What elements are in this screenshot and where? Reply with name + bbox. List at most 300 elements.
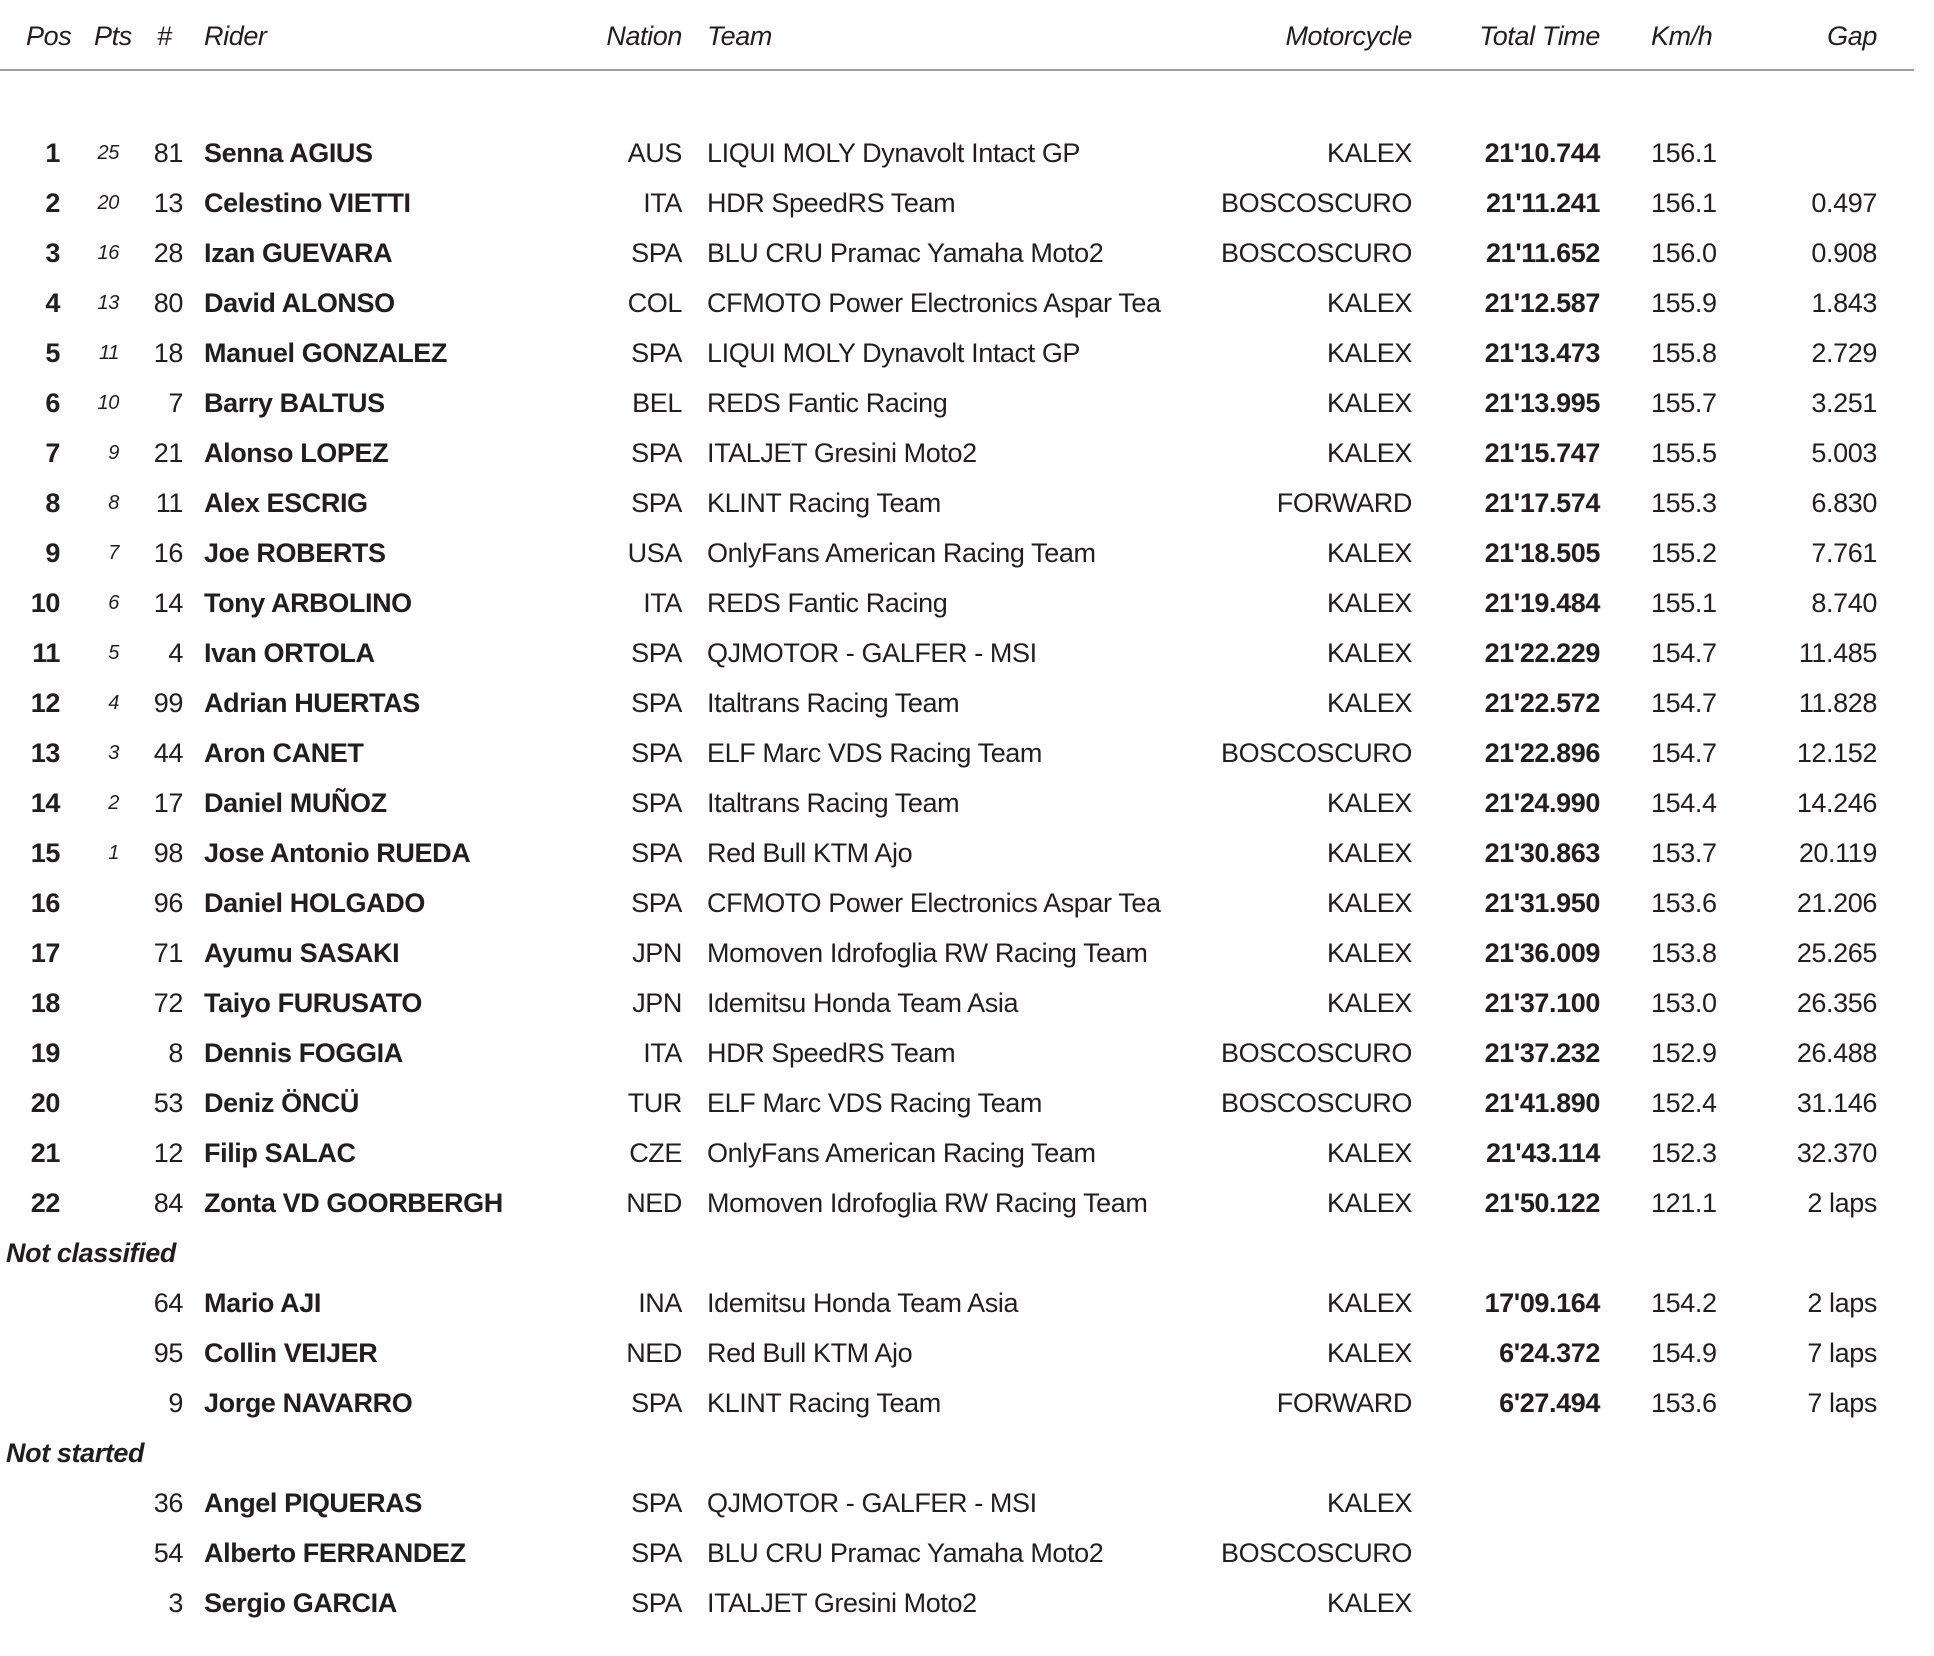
nation-cell: BEL xyxy=(632,387,682,418)
gap-cell: 5.003 xyxy=(1811,437,1877,468)
position-cell: 11 xyxy=(32,637,60,668)
header-divider xyxy=(0,69,1914,71)
points-cell xyxy=(64,928,119,978)
position-cell xyxy=(0,1578,60,1628)
kmh-cell: 155.3 xyxy=(1651,487,1717,518)
position-cell: 2 xyxy=(45,187,60,218)
points-cell: 6 xyxy=(108,591,119,614)
column-header-pos: Pos xyxy=(26,20,72,51)
nation-cell: SPA xyxy=(631,337,682,368)
motorcycle-cell: KALEX xyxy=(1326,337,1412,368)
motorcycle-cell: KALEX xyxy=(1326,387,1412,418)
total-time-cell xyxy=(1428,1528,1600,1578)
number-cell: 54 xyxy=(153,1537,183,1568)
rider-cell: Mario AJI xyxy=(204,1287,321,1318)
kmh-cell: 155.8 xyxy=(1651,337,1717,368)
gap-cell xyxy=(1736,1478,1877,1528)
nation-cell: ITA xyxy=(643,1037,682,1068)
nation-cell: SPA xyxy=(631,787,682,818)
nation-cell: ITA xyxy=(643,587,682,618)
position-cell: 14 xyxy=(30,787,60,818)
position-cell xyxy=(0,1478,60,1528)
position-cell: 17 xyxy=(30,937,60,968)
gap-cell: 0.497 xyxy=(1811,187,1877,218)
rider-cell: Jorge NAVARRO xyxy=(204,1387,413,1418)
rider-cell: Dennis FOGGIA xyxy=(204,1037,403,1068)
result-row xyxy=(0,578,1934,628)
result-row xyxy=(0,1128,1934,1178)
position-cell: 13 xyxy=(30,737,60,768)
section-header-row xyxy=(0,1428,1934,1478)
team-cell: ITALJET Gresini Moto2 xyxy=(707,437,977,468)
position-cell: 4 xyxy=(45,287,60,318)
number-cell: 71 xyxy=(153,937,183,968)
kmh-cell: 154.7 xyxy=(1651,637,1717,668)
result-row xyxy=(0,628,1934,678)
rider-cell: Deniz ÖNCÜ xyxy=(204,1087,360,1118)
gap-cell: 6.830 xyxy=(1811,487,1877,518)
rider-cell: Angel PIQUERAS xyxy=(204,1487,422,1518)
rider-cell: Zonta VD GOORBERGH xyxy=(204,1187,503,1218)
points-cell: 20 xyxy=(97,191,119,214)
rider-cell: Tony ARBOLINO xyxy=(204,587,412,618)
position-cell xyxy=(0,1528,60,1578)
result-row xyxy=(0,1328,1934,1378)
points-cell xyxy=(64,1128,119,1178)
nation-cell: SPA xyxy=(631,1487,682,1518)
nation-cell: SPA xyxy=(631,437,682,468)
kmh-cell: 156.1 xyxy=(1651,187,1717,218)
result-row xyxy=(0,378,1934,428)
nation-cell: NED xyxy=(626,1187,682,1218)
team-cell: Italtrans Racing Team xyxy=(707,687,960,718)
team-cell: QJMOTOR - GALFER - MSI xyxy=(707,637,1037,668)
kmh-cell: 155.7 xyxy=(1651,387,1717,418)
position-cell: 6 xyxy=(45,387,60,418)
gap-cell: 2 laps xyxy=(1807,1187,1877,1218)
position-cell: 12 xyxy=(30,687,60,718)
nation-cell: SPA xyxy=(631,637,682,668)
position-cell: 5 xyxy=(45,337,60,368)
kmh-cell: 152.9 xyxy=(1651,1037,1717,1068)
kmh-cell: 154.9 xyxy=(1651,1337,1717,1368)
motorcycle-cell: BOSCOSCURO xyxy=(1220,237,1412,268)
kmh-cell: 153.6 xyxy=(1651,1387,1717,1418)
nation-cell: SPA xyxy=(631,237,682,268)
total-time-cell: 21'31.950 xyxy=(1484,887,1600,918)
total-time-cell: 21'41.890 xyxy=(1484,1087,1600,1118)
points-cell: 3 xyxy=(108,741,119,764)
column-header-pts: Pts xyxy=(94,20,132,51)
motorcycle-cell: BOSCOSCURO xyxy=(1220,737,1412,768)
kmh-cell: 154.4 xyxy=(1651,787,1717,818)
position-cell: 8 xyxy=(45,487,60,518)
number-cell: 21 xyxy=(153,437,183,468)
total-time-cell: 21'22.896 xyxy=(1484,737,1600,768)
position-cell xyxy=(0,1278,60,1328)
total-time-cell: 21'18.505 xyxy=(1484,537,1600,568)
kmh-cell: 153.0 xyxy=(1651,987,1717,1018)
rider-cell: Barry BALTUS xyxy=(204,387,385,418)
motorcycle-cell: KALEX xyxy=(1326,537,1412,568)
column-header-team: Team xyxy=(707,20,772,51)
result-row xyxy=(0,278,1934,328)
nation-cell: SPA xyxy=(631,1587,682,1618)
team-cell: BLU CRU Pramac Yamaha Moto2 xyxy=(707,1537,1104,1568)
gap-cell: 12.152 xyxy=(1796,737,1877,768)
rider-cell: Filip SALAC xyxy=(204,1137,356,1168)
points-cell xyxy=(64,1578,119,1628)
gap-cell: 2.729 xyxy=(1811,337,1877,368)
total-time-cell xyxy=(1428,1578,1600,1628)
nation-cell: CZE xyxy=(629,1137,682,1168)
team-cell: ELF Marc VDS Racing Team xyxy=(707,1087,1043,1118)
team-cell: CFMOTO Power Electronics Aspar Tea xyxy=(707,887,1161,918)
number-cell: 7 xyxy=(168,387,183,418)
result-row xyxy=(0,1528,1934,1578)
nation-cell: USA xyxy=(627,537,682,568)
kmh-cell: 152.3 xyxy=(1651,1137,1717,1168)
number-cell: 14 xyxy=(153,587,183,618)
gap-cell: 31.146 xyxy=(1796,1087,1877,1118)
kmh-cell: 156.0 xyxy=(1651,237,1717,268)
total-time-cell: 21'17.574 xyxy=(1484,487,1600,518)
points-cell xyxy=(64,1378,119,1428)
points-cell: 1 xyxy=(108,841,119,864)
total-time-cell: 21'37.232 xyxy=(1484,1037,1600,1068)
kmh-cell: 155.5 xyxy=(1651,437,1717,468)
rider-cell: Aron CANET xyxy=(204,737,364,768)
result-row xyxy=(0,1178,1934,1228)
kmh-cell: 155.2 xyxy=(1651,537,1717,568)
total-time-cell: 21'22.229 xyxy=(1484,637,1600,668)
nation-cell: COL xyxy=(627,287,682,318)
rider-cell: Ivan ORTOLA xyxy=(204,637,375,668)
points-cell xyxy=(64,1028,119,1078)
team-cell: LIQUI MOLY Dynavolt Intact GP xyxy=(707,337,1081,368)
column-header-nation: Nation xyxy=(606,20,682,51)
team-cell: Momoven Idrofoglia RW Racing Team xyxy=(707,937,1148,968)
gap-cell: 26.356 xyxy=(1796,987,1877,1018)
number-cell: 12 xyxy=(153,1137,183,1168)
rider-cell: Alex ESCRIG xyxy=(204,487,368,518)
team-cell: REDS Fantic Racing xyxy=(707,387,948,418)
kmh-cell: 154.7 xyxy=(1651,687,1717,718)
position-cell: 10 xyxy=(30,587,60,618)
rider-cell: Sergio GARCIA xyxy=(204,1587,397,1618)
number-cell: 53 xyxy=(153,1087,183,1118)
nation-cell: SPA xyxy=(631,837,682,868)
position-cell: 16 xyxy=(30,887,60,918)
rider-cell: David ALONSO xyxy=(204,287,395,318)
points-cell: 10 xyxy=(97,391,119,414)
column-header-rider: Rider xyxy=(204,20,267,51)
points-cell: 25 xyxy=(97,141,119,164)
gap-cell: 7.761 xyxy=(1811,537,1877,568)
team-cell: Idemitsu Honda Team Asia xyxy=(707,1287,1019,1318)
nation-cell: JPN xyxy=(632,987,682,1018)
team-cell: Red Bull KTM Ajo xyxy=(707,837,913,868)
rider-cell: Taiyo FURUSATO xyxy=(204,987,422,1018)
result-row xyxy=(0,1028,1934,1078)
motorcycle-cell: KALEX xyxy=(1326,437,1412,468)
gap-cell: 11.828 xyxy=(1798,687,1877,718)
position-cell: 7 xyxy=(45,437,60,468)
total-time-cell: 21'43.114 xyxy=(1486,1137,1600,1168)
total-time-cell: 21'11.241 xyxy=(1486,187,1600,218)
motorcycle-cell: KALEX xyxy=(1326,837,1412,868)
points-cell xyxy=(64,1478,119,1528)
total-time-cell: 21'36.009 xyxy=(1484,937,1600,968)
kmh-cell: 121.1 xyxy=(1651,1187,1717,1218)
nation-cell: SPA xyxy=(631,737,682,768)
motorcycle-cell: KALEX xyxy=(1326,937,1412,968)
nation-cell: AUS xyxy=(627,137,682,168)
points-cell: 11 xyxy=(99,341,119,364)
gap-cell: 25.265 xyxy=(1796,937,1877,968)
motorcycle-cell: BOSCOSCURO xyxy=(1220,187,1412,218)
team-cell: Momoven Idrofoglia RW Racing Team xyxy=(707,1187,1148,1218)
motorcycle-cell: KALEX xyxy=(1326,287,1412,318)
nation-cell: JPN xyxy=(632,937,682,968)
motorcycle-cell: KALEX xyxy=(1326,587,1412,618)
rider-cell: Collin VEIJER xyxy=(204,1337,378,1368)
points-cell: 5 xyxy=(108,641,119,664)
result-row xyxy=(0,778,1934,828)
nation-cell: SPA xyxy=(631,487,682,518)
number-cell: 36 xyxy=(153,1487,183,1518)
total-time-cell: 21'30.863 xyxy=(1484,837,1600,868)
points-cell xyxy=(64,878,119,928)
nation-cell: SPA xyxy=(631,687,682,718)
position-cell: 21 xyxy=(30,1137,60,1168)
motorcycle-cell: BOSCOSCURO xyxy=(1220,1087,1412,1118)
number-cell: 80 xyxy=(153,287,183,318)
position-cell xyxy=(0,1378,60,1428)
motorcycle-cell: FORWARD xyxy=(1276,487,1412,518)
points-cell: 4 xyxy=(108,691,119,714)
team-cell: CFMOTO Power Electronics Aspar Tea xyxy=(707,287,1161,318)
motorcycle-cell: KALEX xyxy=(1326,637,1412,668)
rider-cell: Senna AGIUS xyxy=(204,137,373,168)
position-cell: 19 xyxy=(30,1037,60,1068)
kmh-cell: 153.7 xyxy=(1651,837,1717,868)
rider-cell: Alonso LOPEZ xyxy=(204,437,389,468)
table-header-row xyxy=(0,14,1934,58)
motorcycle-cell: FORWARD xyxy=(1276,1387,1412,1418)
points-cell: 16 xyxy=(97,241,119,264)
total-time-cell: 21'19.484 xyxy=(1484,587,1600,618)
motorcycle-cell: KALEX xyxy=(1326,687,1412,718)
total-time-cell: 21'15.747 xyxy=(1484,437,1600,468)
position-cell: 18 xyxy=(30,987,60,1018)
kmh-cell: 155.9 xyxy=(1651,287,1717,318)
number-cell: 84 xyxy=(153,1187,183,1218)
total-time-cell: 21'12.587 xyxy=(1484,287,1600,318)
points-cell xyxy=(64,1078,119,1128)
kmh-cell: 154.7 xyxy=(1651,737,1717,768)
team-cell: QJMOTOR - GALFER - MSI xyxy=(707,1487,1037,1518)
total-time-cell: 21'13.995 xyxy=(1484,387,1600,418)
motorcycle-cell: BOSCOSCURO xyxy=(1220,1537,1412,1568)
number-cell: 96 xyxy=(153,887,183,918)
number-cell: 28 xyxy=(153,237,183,268)
kmh-cell: 153.6 xyxy=(1651,887,1717,918)
points-cell xyxy=(64,1528,119,1578)
rider-cell: Adrian HUERTAS xyxy=(204,687,420,718)
position-cell: 15 xyxy=(30,837,60,868)
motorcycle-cell: KALEX xyxy=(1326,787,1412,818)
number-cell: 17 xyxy=(153,787,183,818)
kmh-cell: 155.1 xyxy=(1651,587,1717,618)
result-row xyxy=(0,128,1934,178)
section-label: Not started xyxy=(6,1437,145,1468)
gap-cell: 32.370 xyxy=(1796,1137,1877,1168)
team-cell: HDR SpeedRS Team xyxy=(707,187,956,218)
total-time-cell: 21'11.652 xyxy=(1486,237,1600,268)
rider-cell: Manuel GONZALEZ xyxy=(204,337,447,368)
total-time-cell: 21'37.100 xyxy=(1484,987,1600,1018)
result-row xyxy=(0,1078,1934,1128)
team-cell: LIQUI MOLY Dynavolt Intact GP xyxy=(707,137,1081,168)
team-cell: REDS Fantic Racing xyxy=(707,587,948,618)
nation-cell: TUR xyxy=(627,1087,682,1118)
column-header-motorcycle: Motorcycle xyxy=(1285,20,1412,51)
team-cell: OnlyFans American Racing Team xyxy=(707,537,1096,568)
team-cell: OnlyFans American Racing Team xyxy=(707,1137,1096,1168)
total-time-cell: 21'50.122 xyxy=(1484,1187,1600,1218)
gap-cell: 3.251 xyxy=(1811,387,1877,418)
number-cell: 11 xyxy=(155,487,183,518)
number-cell: 44 xyxy=(153,737,183,768)
gap-cell: 8.740 xyxy=(1811,587,1877,618)
total-time-cell: 6'24.372 xyxy=(1499,1337,1600,1368)
motorcycle-cell: KALEX xyxy=(1326,1287,1412,1318)
gap-cell xyxy=(1736,1578,1877,1628)
motorcycle-cell: KALEX xyxy=(1326,1587,1412,1618)
position-cell: 3 xyxy=(45,237,60,268)
motorcycle-cell: KALEX xyxy=(1326,1337,1412,1368)
kmh-cell: 153.8 xyxy=(1651,937,1717,968)
kmh-cell: 154.2 xyxy=(1651,1287,1717,1318)
rider-cell: Alberto FERRANDEZ xyxy=(204,1537,466,1568)
nation-cell: SPA xyxy=(631,1387,682,1418)
kmh-cell: 152.4 xyxy=(1651,1087,1717,1118)
motorcycle-cell: BOSCOSCURO xyxy=(1220,1037,1412,1068)
points-cell xyxy=(64,978,119,1028)
number-cell: 64 xyxy=(153,1287,183,1318)
number-cell: 16 xyxy=(153,537,183,568)
number-cell: 72 xyxy=(153,987,183,1018)
motorcycle-cell: KALEX xyxy=(1326,887,1412,918)
motorcycle-cell: KALEX xyxy=(1326,987,1412,1018)
result-row xyxy=(0,478,1934,528)
position-cell xyxy=(0,1328,60,1378)
team-cell: HDR SpeedRS Team xyxy=(707,1037,956,1068)
total-time-cell: 17'09.164 xyxy=(1484,1287,1600,1318)
team-cell: Italtrans Racing Team xyxy=(707,787,960,818)
total-time-cell: 6'27.494 xyxy=(1499,1387,1600,1418)
rider-cell: Jose Antonio RUEDA xyxy=(204,837,471,868)
rider-cell: Ayumu SASAKI xyxy=(204,937,400,968)
nation-cell: NED xyxy=(626,1337,682,1368)
result-row xyxy=(0,228,1934,278)
number-cell: 18 xyxy=(153,337,183,368)
column-header-total-time: Total Time xyxy=(1479,20,1600,51)
points-cell: 7 xyxy=(108,541,119,564)
result-row xyxy=(0,1378,1934,1428)
section-header-row xyxy=(0,1228,1934,1278)
gap-cell: 11.485 xyxy=(1798,637,1877,668)
result-row xyxy=(0,978,1934,1028)
number-cell: 98 xyxy=(153,837,183,868)
rider-cell: Daniel MUÑOZ xyxy=(204,787,387,818)
points-cell: 13 xyxy=(97,291,119,314)
result-row xyxy=(0,1278,1934,1328)
result-row xyxy=(0,1478,1934,1528)
gap-cell: 0.908 xyxy=(1811,237,1877,268)
rider-cell: Celestino VIETTI xyxy=(204,187,411,218)
number-cell: 8 xyxy=(168,1037,183,1068)
points-cell xyxy=(64,1278,119,1328)
gap-cell xyxy=(1736,128,1877,178)
position-cell: 1 xyxy=(45,137,60,168)
team-cell: ELF Marc VDS Racing Team xyxy=(707,737,1043,768)
team-cell: KLINT Racing Team xyxy=(707,1387,941,1418)
rider-cell: Izan GUEVARA xyxy=(204,237,393,268)
nation-cell: ITA xyxy=(643,187,682,218)
gap-cell: 7 laps xyxy=(1807,1387,1877,1418)
motorcycle-cell: KALEX xyxy=(1326,1137,1412,1168)
column-header-gap: Gap xyxy=(1827,20,1877,51)
rider-cell: Joe ROBERTS xyxy=(204,537,386,568)
result-row xyxy=(0,428,1934,478)
gap-cell: 20.119 xyxy=(1798,837,1877,868)
position-cell: 9 xyxy=(45,537,60,568)
motorcycle-cell: KALEX xyxy=(1326,137,1412,168)
gap-cell xyxy=(1736,1528,1877,1578)
gap-cell: 2 laps xyxy=(1807,1287,1877,1318)
gap-cell: 21.206 xyxy=(1796,887,1877,918)
rider-cell: Daniel HOLGADO xyxy=(204,887,425,918)
position-cell: 20 xyxy=(30,1087,60,1118)
team-cell: BLU CRU Pramac Yamaha Moto2 xyxy=(707,237,1104,268)
column-header-number: # xyxy=(157,20,172,51)
gap-cell: 7 laps xyxy=(1807,1337,1877,1368)
position-cell: 22 xyxy=(30,1187,60,1218)
result-row xyxy=(0,828,1934,878)
kmh-cell: 156.1 xyxy=(1651,137,1717,168)
result-row xyxy=(0,328,1934,378)
points-cell xyxy=(64,1328,119,1378)
total-time-cell: 21'24.990 xyxy=(1484,787,1600,818)
section-label: Not classified xyxy=(6,1237,176,1268)
result-row xyxy=(0,528,1934,578)
motorcycle-cell: KALEX xyxy=(1326,1187,1412,1218)
result-row xyxy=(0,928,1934,978)
result-row xyxy=(0,728,1934,778)
total-time-cell: 21'22.572 xyxy=(1484,687,1600,718)
points-cell: 8 xyxy=(108,491,119,514)
number-cell: 13 xyxy=(153,187,183,218)
number-cell: 81 xyxy=(153,137,183,168)
team-cell: ITALJET Gresini Moto2 xyxy=(707,1587,977,1618)
total-time-cell xyxy=(1428,1478,1600,1528)
number-cell: 95 xyxy=(153,1337,183,1368)
result-row xyxy=(0,1578,1934,1628)
result-row xyxy=(0,878,1934,928)
gap-cell: 1.843 xyxy=(1811,287,1877,318)
